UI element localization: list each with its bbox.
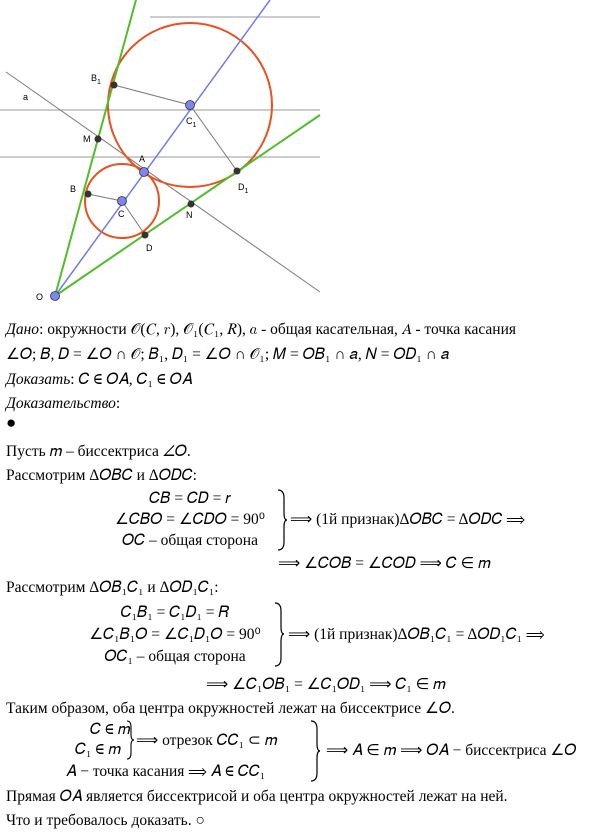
bullet-marker: ● (6, 413, 17, 432)
label-d: D (146, 243, 153, 253)
consider-1-line: Рассмотрим Δ𝑂𝐵𝐶 и Δ𝑂𝐷𝐶: (6, 467, 197, 484)
system3-eq-c: 𝐴 − точка касания ⟹ 𝐴 ∈ 𝐶𝐶₁ (66, 763, 266, 780)
point-d1 (234, 168, 241, 175)
label-c: C (118, 209, 125, 219)
system3-result: ⟹ 𝐴 ∈ 𝑚 ⟹ 𝑂𝐴 − биссектриса ∠𝑂 (326, 742, 577, 759)
point-c (118, 197, 127, 206)
system3-eq-a: 𝐶 ∈ 𝑚 (90, 721, 131, 738)
given-line-1 (6, 320, 516, 339)
system3-eq-b: 𝐶₁ ∈ 𝑚 (75, 741, 121, 758)
label-m: M (83, 134, 91, 144)
point-a (140, 168, 149, 177)
angle-side-lower (55, 115, 320, 296)
system1-eq-c: 𝑂𝐶 – общая сторона (122, 532, 258, 549)
point-b (85, 191, 92, 198)
system2-brace (274, 602, 284, 667)
label-a: A (139, 154, 146, 164)
prove-label: Доказать (6, 371, 71, 388)
point-n (188, 201, 195, 208)
bisector-line (55, 0, 270, 296)
system2-result: ⟹ (1й признак)Δ𝑂𝐵₁𝐶₁ = Δ𝑂𝐷₁𝐶₁ ⟹ (288, 626, 545, 643)
label-n: N (186, 210, 193, 220)
point-d (142, 232, 149, 239)
thus-line: Таким образом, оба центра окружностей лежат на биссектрисе ∠𝑂. (6, 700, 455, 717)
given-line-2: ∠𝑂; 𝐵, 𝐷 = ∠𝑂 ∩ 𝒪; 𝐵₁, 𝐷₁ = ∠𝑂 ∩ 𝒪₁; 𝑀 = 𝑂𝐵₁ ∩ 𝑎, 𝑁 = 𝑂𝐷₁ ∩ 𝑎 (6, 346, 450, 363)
angle-side-upper (55, 0, 136, 296)
proof-label: Доказательство (6, 395, 116, 412)
system1-eq-a: 𝐶𝐵 = 𝐶𝐷 = 𝑟 (149, 490, 231, 507)
label-o: O (36, 292, 44, 302)
let-m-line: Пусть 𝑚 – биссектриса ∠𝑂. (6, 443, 191, 460)
system2-eq-c: 𝑂𝐶₁ – общая сторона (104, 648, 246, 665)
system1-result: ⟹ (1й признак)Δ𝑂𝐵𝐶 = Δ𝑂𝐷𝐶 ⟹ (290, 511, 525, 528)
label-d1: $D_1$ (238, 182, 249, 195)
prove-body: : 𝐶 ∈ 𝑂𝐴, 𝐶₁ ∈ 𝑂𝐴 (70, 371, 193, 388)
point-m (95, 136, 102, 143)
system3-outer-brace (310, 720, 320, 782)
segment-c1-d1 (190, 105, 237, 171)
proof-line (6, 394, 120, 413)
label-a-line: a (23, 92, 29, 102)
label-b1: $B_1$ (91, 73, 101, 86)
point-c1 (186, 101, 195, 110)
prove-line (6, 370, 192, 389)
segment-c-d (122, 201, 145, 235)
point-o (51, 292, 60, 301)
geometry-figure (0, 0, 330, 305)
consider-2-line: Рассмотрим Δ𝑂𝐵₁𝐶₁ и Δ𝑂𝐷₁𝐶₁: (6, 579, 219, 596)
system1-eq-b: ∠𝐶𝐵𝑂 = ∠𝐶𝐷𝑂 = 90⁰ (115, 511, 265, 528)
label-c1: $C_1$ (186, 116, 197, 129)
given-label: Дано (6, 321, 40, 338)
line-oa-statement: Прямая 𝑂𝐴 является биссектрисой и оба центра окружностей лежат на ней. (6, 788, 508, 805)
system3-inner-brace (126, 720, 134, 760)
system2-eq-b: ∠𝐶₁𝐵₁𝑂 = ∠𝐶₁𝐷₁𝑂 = 90⁰ (89, 626, 261, 643)
system1-brace (277, 489, 287, 551)
given-text-1: : окружности 𝒪(𝐶, 𝑟), 𝒪₁(𝐶₁, 𝑅), 𝑎 - общая касательная, 𝐴 - точка касания (39, 321, 516, 338)
segment-b-c (88, 194, 122, 201)
system2-conclusion: ⟹ ∠𝐶₁𝑂𝐵₁ = ∠𝐶₁𝑂𝐷₁ ⟹ 𝐶₁ ∈ 𝑚 (206, 676, 446, 693)
proof-colon: : (115, 395, 121, 412)
label-b: B (70, 184, 77, 194)
system3-ab-result: ⟹ отрезок 𝐶𝐶₁ ⊂ 𝑚 (136, 732, 278, 749)
system1-conclusion: ⟹ ∠𝐶𝑂𝐵 = ∠𝐶𝑂𝐷 ⟹ 𝐶 ∈ 𝑚 (278, 555, 491, 572)
system2-eq-a: 𝐶₁𝐵₁ = 𝐶₁𝐷₁ = 𝑅 (120, 604, 230, 621)
point-b1 (111, 82, 118, 89)
segment-b1-c1 (114, 85, 190, 105)
qed-line: Что и требовалось доказать. ○ (6, 812, 205, 829)
